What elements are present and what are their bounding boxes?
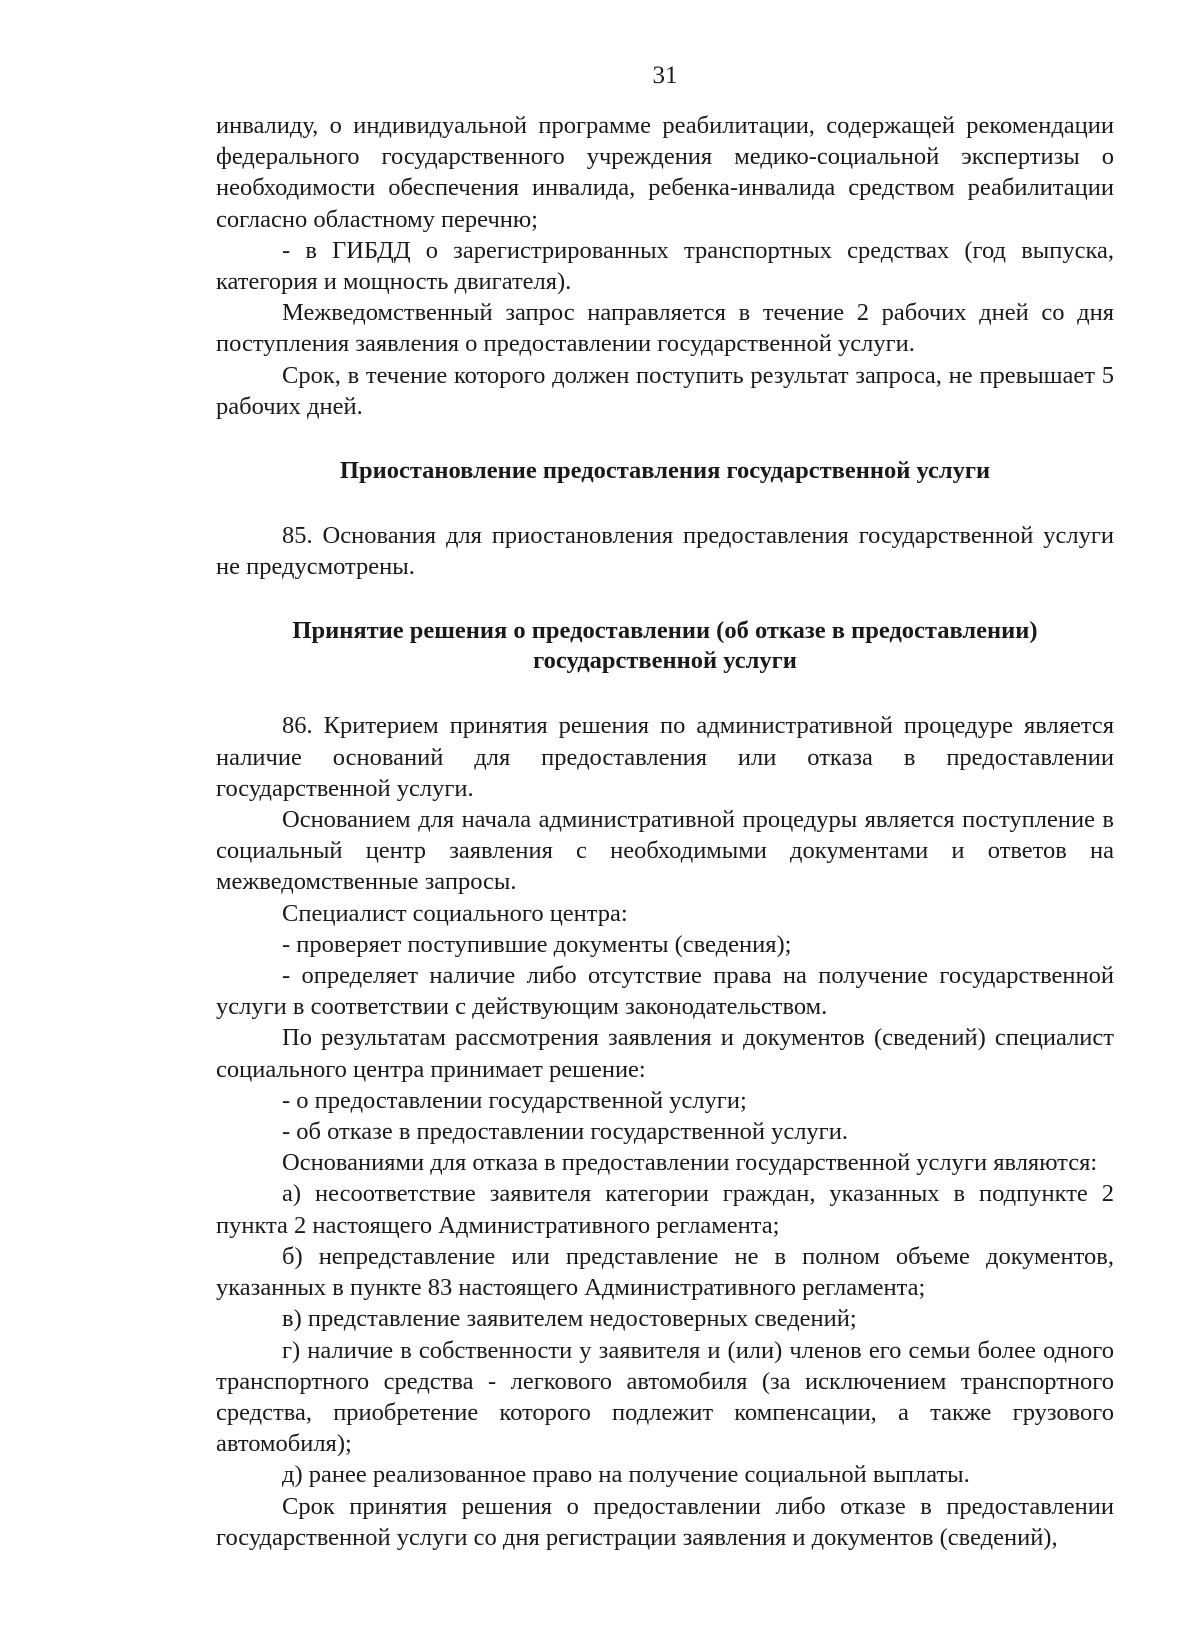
- paragraph-procedure-basis: Основанием для начала административной процедуры является поступление в социальный центр заявления с необходимыми документами и ответов на межведомственные запросы.: [216, 806, 1114, 896]
- paragraph-gibdd-request: - в ГИБДД о зарегистрированных транспортных средствах (год выпуска, категория и мощность двигателя).: [216, 236, 1114, 296]
- paragraph-refusal-grounds: Основаниями для отказа в предоставлении государственной услуги являются:: [282, 1149, 1098, 1177]
- page-number: 31: [652, 62, 678, 89]
- list-item-ground-a: а) несоответствие заявителя категории граждан, указанных в подпункте 2 пункта 2 настоящего Административного регламента;: [216, 1180, 1114, 1239]
- paragraph-response-term: Срок, в течение которого должен поступить результат запроса, не превышает 5 рабочих дней.: [216, 361, 1114, 420]
- spacer: [216, 676, 1114, 710]
- paragraph-review-results: По результатам рассмотрения заявления и документов (сведений) специалист социального центра принимает решение:: [216, 1024, 1114, 1083]
- list-item-grant-decision: - о предоставлении государственной услуги;: [282, 1086, 747, 1114]
- paragraph-decision-term: Срок принятия решения о предоставлении либо отказе в предоставлении государственной услуги со дня регистрации заявления и документов (сведений),: [216, 1492, 1114, 1551]
- spacer: [216, 582, 1114, 616]
- list-item-determines-right: - определяет наличие либо отсутствие права на получение государственной услуги в соответствии с действующим законодательством.: [216, 962, 1114, 1021]
- list-item-ground-b: б) непредставление или представление не в полном объеме документов, указанных в пункте 83 настоящего Административного регламента;: [216, 1242, 1114, 1302]
- section-heading-suspension: Приостановление предоставления государственной услуги: [339, 457, 991, 485]
- document-body: [216, 110, 1114, 1553]
- list-item-ground-g: г) наличие в собственности у заявителя и (или) членов его семьи более одного транспортного средства - легкового автомобиля (за исключением транспортного средства, приобретение которого подлежит компенсации, а также грузового автомобиля);: [216, 1336, 1114, 1458]
- list-item-checks-documents: - проверяет поступившие документы (сведения);: [282, 930, 792, 958]
- section-heading-decision: [216, 616, 1114, 676]
- paragraph-rehabilitation-request: инвалиду, о индивидуальной программе реабилитации, содержащей рекомендации федерального государственного учреждения медико-социальной экспертизы о необходимости обеспечения инвалида, ребенка-инвалида средством реабилитации согласно областному перечню;: [216, 112, 1114, 233]
- section-heading-decision-line1: Принятие решения о предоставлении (об отказе в предоставлении): [292, 617, 1038, 645]
- section-heading-decision-line2: государственной услуги: [533, 647, 797, 675]
- spacer: [216, 486, 1114, 520]
- spacer: [216, 422, 1114, 456]
- list-item-refusal-decision: - об отказе в предоставлении государственной услуги.: [282, 1118, 848, 1146]
- paragraph-specialist: Специалист социального центра:: [282, 899, 628, 927]
- list-item-ground-d: д) ранее реализованное право на получение социальной выплаты.: [282, 1461, 970, 1489]
- paragraph-interagency-request-term: Межведомственный запрос направляется в течение 2 рабочих дней со дня поступления заявления о предоставлении государственной услуги.: [216, 299, 1114, 358]
- paragraph-86: 86. Критерием принятия решения по административной процедуре является наличие оснований для предоставления или отказа в предоставлении государственной услуги.: [216, 712, 1114, 802]
- list-item-ground-v: в) представление заявителем недостоверных сведений;: [282, 1305, 857, 1333]
- paragraph-85: 85. Основания для приостановления предоставления государственной услуги не предусмотрены.: [216, 522, 1114, 581]
